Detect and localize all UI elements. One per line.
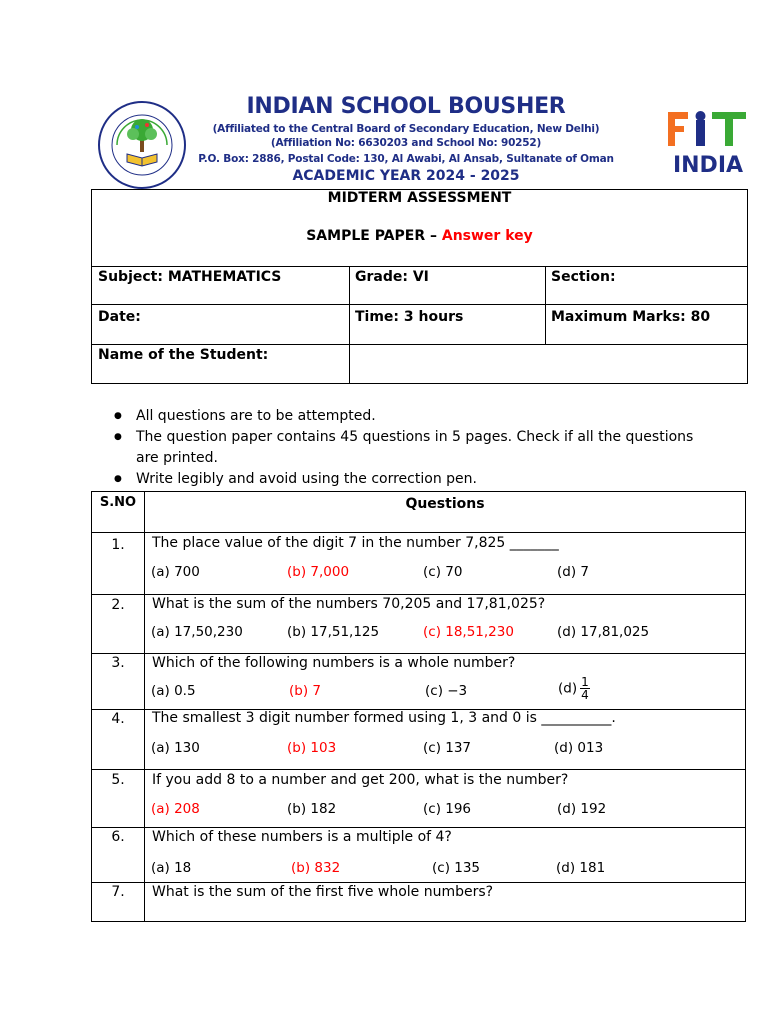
option-d: (d) 192 — [557, 801, 607, 817]
question-text: The smallest 3 digit number formed using 1, 3 and 0 is __________. — [152, 710, 616, 726]
date-row — [92, 305, 747, 345]
student-row — [92, 345, 747, 384]
question-row — [92, 883, 745, 922]
paper-info-table — [91, 189, 748, 384]
question-number: 5. — [92, 770, 145, 827]
option-b-answer: (b) 832 — [291, 860, 341, 876]
question-row — [92, 595, 745, 654]
grade-cell: Grade: VI — [355, 269, 429, 285]
option-b-answer: (b) 103 — [287, 740, 337, 756]
instruction-item: ● Write legibly and avoid using the correction pen. — [112, 469, 712, 490]
option-d: (d) 181 — [556, 860, 606, 876]
option-b-answer: (b) 7,000 — [287, 564, 350, 580]
option-c: (c) −3 — [425, 683, 468, 699]
fit-india-logo — [666, 108, 750, 178]
option-a: (a) 700 — [151, 564, 200, 580]
academic-year: ACADEMIC YEAR 2024 - 2025 — [292, 168, 520, 184]
question-text: What is the sum of the first five whole numbers? — [152, 884, 494, 900]
option-c: (c) 196 — [423, 801, 472, 817]
option-b-answer: (b) 7 — [289, 683, 321, 699]
answer-key-label: Answer key — [441, 228, 533, 244]
question-row — [92, 710, 745, 770]
question-number: 6. — [92, 828, 145, 882]
option-d: (d) 013 — [554, 740, 604, 756]
title-row — [92, 190, 747, 267]
time-cell: Time: 3 hours — [355, 309, 464, 325]
max-marks-cell: Maximum Marks: 80 — [551, 309, 711, 325]
paper-title: SAMPLE PAPER – Answer key — [306, 228, 533, 244]
option-d: (d) 17,81,025 — [557, 624, 650, 640]
option-d: (d) $\frac{1}{4}$ — [558, 675, 589, 702]
school-address: P.O. Box: 2886, Postal Code: 130, Al Awabi, Al Ansab, Sultanate of Oman — [198, 153, 614, 165]
question-text: Which of the following numbers is a whole number? — [152, 655, 516, 671]
questions-table — [91, 491, 746, 922]
option-a: (a) 0.5 — [151, 683, 196, 699]
question-text: The place value of the digit 7 in the number 7,825 _______ — [152, 535, 559, 551]
question-row — [92, 533, 745, 595]
question-row — [92, 654, 745, 710]
instructions-list — [112, 406, 712, 490]
option-b: (b) 182 — [287, 801, 337, 817]
option-b: (b) 17,51,125 — [287, 624, 380, 640]
sno-header: S.NO — [92, 492, 145, 532]
affiliation-number: (Affiliation No: 6630203 and School No: 90252) — [270, 137, 542, 149]
student-name-field[interactable] — [349, 345, 748, 384]
question-number: 7. — [92, 883, 145, 922]
option-a-answer: (a) 208 — [151, 801, 200, 817]
subject-cell: Subject: MATHEMATICS — [98, 269, 282, 285]
instruction-item: ● The question paper contains 45 questions in 5 pages. Check if all the questions are printed. — [112, 427, 712, 469]
option-d: (d) 7 — [557, 564, 589, 580]
assessment-title: MIDTERM ASSESSMENT — [327, 190, 512, 206]
option-a: (a) 130 — [151, 740, 200, 756]
fraction: $\frac{1}{4}$ — [581, 675, 589, 702]
option-c: (c) 137 — [423, 740, 472, 756]
question-row — [92, 828, 745, 883]
question-number: 2. — [92, 595, 145, 653]
affiliation-line: (Affiliated to the Central Board of Secondary Education, New Delhi) — [212, 123, 600, 135]
question-text: Which of these numbers is a multiple of 4? — [152, 829, 452, 845]
question-number: 3. — [92, 654, 145, 709]
section-cell: Section: — [551, 269, 616, 285]
school-logo — [97, 100, 187, 190]
question-text: What is the sum of the numbers 70,205 and 17,81,025? — [152, 596, 546, 612]
date-cell: Date: — [98, 309, 141, 325]
option-c: (c) 135 — [432, 860, 481, 876]
option-a: (a) 18 — [151, 860, 192, 876]
option-c: (c) 70 — [423, 564, 463, 580]
fit-india-text: INDIA — [672, 153, 744, 178]
table-header-row — [92, 492, 745, 533]
question-number: 4. — [92, 710, 145, 769]
option-a: (a) 17,50,230 — [151, 624, 243, 640]
instruction-item: ● All questions are to be attempted. — [112, 406, 712, 427]
questions-header: Questions — [405, 496, 485, 512]
subject-row — [92, 267, 747, 305]
student-name-label: Name of the Student: — [98, 347, 269, 363]
question-number: 1. — [92, 533, 145, 594]
question-text: If you add 8 to a number and get 200, what is the number? — [152, 772, 569, 788]
school-name: INDIAN SCHOOL BOUSHER — [246, 94, 566, 119]
question-row — [92, 770, 745, 828]
option-c-answer: (c) 18,51,230 — [423, 624, 514, 640]
